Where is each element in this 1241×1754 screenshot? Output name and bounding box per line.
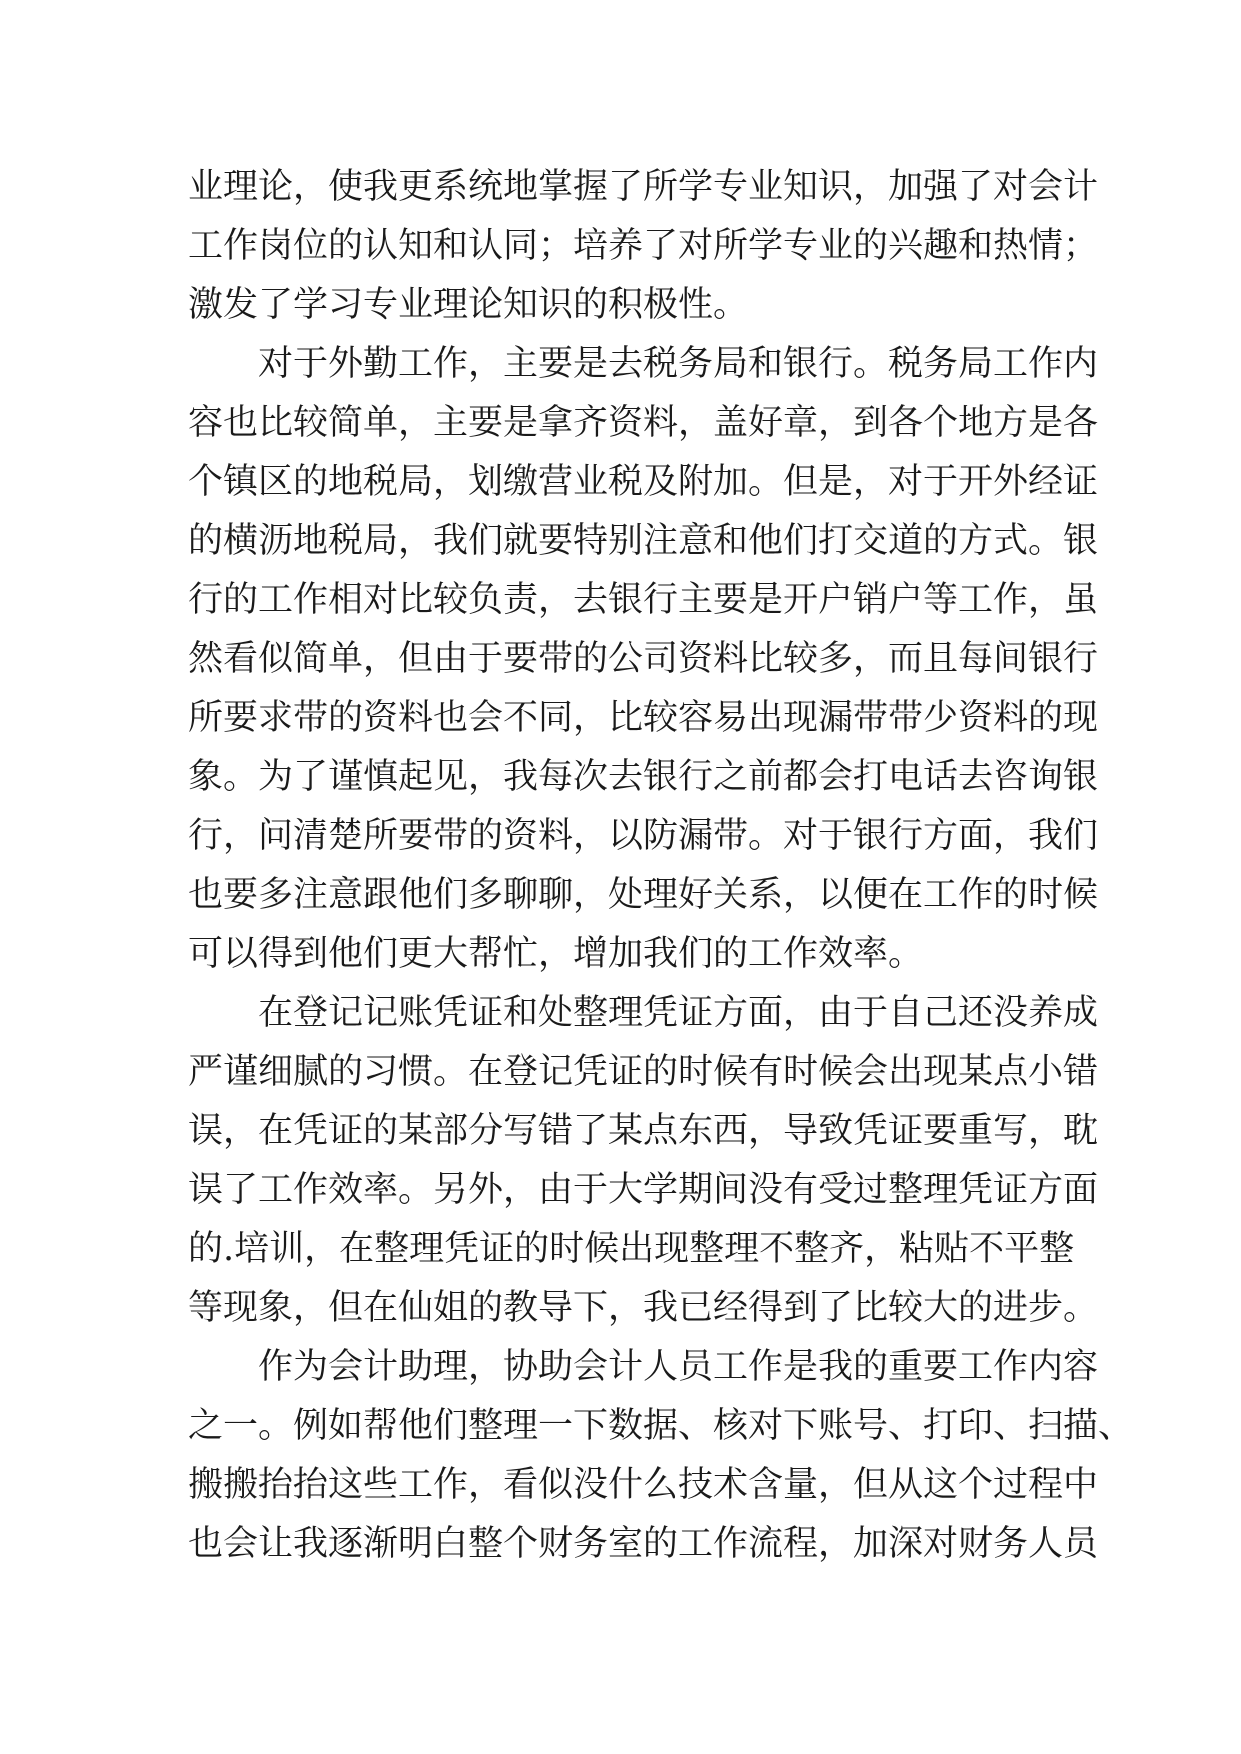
text-line: 之一。例如帮他们整理一下数据、核对下账号、打印、扫描、 bbox=[188, 1406, 1134, 1446]
body-text bbox=[188, 158, 1134, 1574]
text-line: 搬搬抬抬这些工作，看似没什么技术含量，但从这个过程中 bbox=[188, 1465, 1099, 1505]
text-line: 然看似简单，但由于要带的公司资料比较多，而且每间银行 bbox=[188, 639, 1099, 679]
text-line: 工作岗位的认知和认同；培养了对所学专业的兴趣和热情； bbox=[188, 226, 1099, 266]
text-line: 严谨细腻的习惯。在登记凭证的时候有时候会出现某点小错 bbox=[188, 1052, 1099, 1092]
paragraph-first-line: 在登记记账凭证和处整理凭证方面，由于自己还没养成 bbox=[258, 993, 1099, 1033]
text-line: 业理论，使我更系统地掌握了所学专业知识，加强了对会计 bbox=[188, 167, 1099, 207]
text-line: 也会让我逐渐明白整个财务室的工作流程，加深对财务人员 bbox=[188, 1524, 1099, 1564]
text-line: 容也比较简单，主要是拿齐资料，盖好章，到各个地方是各 bbox=[188, 403, 1099, 443]
text-line: 所要求带的资料也会不同，比较容易出现漏带带少资料的现 bbox=[188, 698, 1099, 738]
text-line: 个镇区的地税局，划缴营业税及附加。但是，对于开外经证 bbox=[188, 462, 1099, 502]
text-line: 等现象，但在仙姐的教导下，我已经得到了比较大的进步。 bbox=[188, 1288, 1099, 1328]
text-line: 象。为了谨慎起见，我每次去银行之前都会打电话去咨询银 bbox=[188, 757, 1099, 797]
text-line: 行，问清楚所要带的资料，以防漏带。对于银行方面，我们 bbox=[188, 816, 1099, 856]
paragraph-first-line: 作为会计助理，协助会计人员工作是我的重要工作内容 bbox=[258, 1347, 1099, 1387]
text-line: 的.培训，在整理凭证的时候出现整理不整齐，粘贴不平整 bbox=[188, 1229, 1075, 1269]
text-line: 误了工作效率。另外，由于大学期间没有受过整理凭证方面 bbox=[188, 1170, 1099, 1210]
text-line: 也要多注意跟他们多聊聊，处理好关系，以便在工作的时候 bbox=[188, 875, 1099, 915]
text-line: 行的工作相对比较负责，去银行主要是开户销户等工作，虽 bbox=[188, 580, 1099, 620]
paragraph-first-line: 对于外勤工作，主要是去税务局和银行。税务局工作内 bbox=[258, 344, 1099, 384]
text-line: 的横沥地税局，我们就要特别注意和他们打交道的方式。银 bbox=[188, 521, 1099, 561]
text-line: 误，在凭证的某部分写错了某点东西，导致凭证要重写，耽 bbox=[188, 1111, 1099, 1151]
text-line: 激发了学习专业理论知识的积极性。 bbox=[188, 285, 749, 325]
text-line: 可以得到他们更大帮忙，增加我们的工作效率。 bbox=[188, 934, 924, 974]
